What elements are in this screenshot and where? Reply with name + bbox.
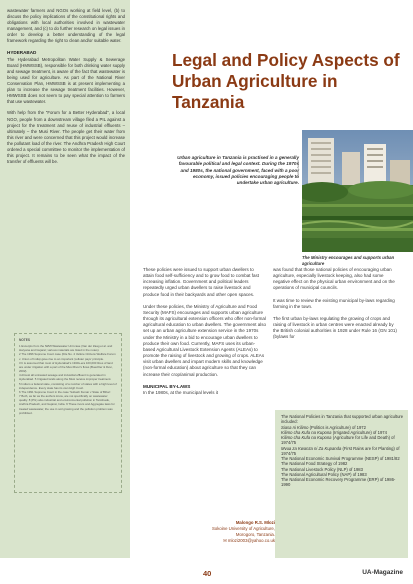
photo-credit: Photo: Author — [296, 159, 300, 178]
notes-item: 4 Almost all untreated sewage and industrial effluent is generated in Hyderabad. 5 Irrigated lands along the Musi receive improper treatment. — [19, 373, 112, 382]
article-paragraph: The first urban by-laws regulating the growing of crops and raising of livestock in urban centres were enacted already by the British colonial authorities in 1928 under Rule 16 (GN 101) (bylaws for — [273, 315, 397, 340]
email-icon: ✉ — [223, 538, 228, 543]
article-column-2 — [143, 267, 266, 402]
photo-caption: The Ministry encourages and supports urban agriculture — [302, 255, 395, 266]
policies-intro: The National Policies in Tanzania that supported urban agriculture included: — [281, 414, 404, 425]
policy-item: Kilimo cha Kufa na Kupona (Agriculture for Life and Death) of 1974/75 — [281, 435, 395, 446]
notes-item: 5 India is a federal state, consisting of a number of states with a high level of independence. Every state has its own High Court. — [19, 381, 117, 390]
article-paragraph: Under these policies, the Ministry of Agriculture and Food Security (MAFS) encourages and supports urban agriculture through its agricultural extension officers who offer non-formal agricultural education to urban dwellers. The government also set up an urban agriculture extension service in the 1970s under the Ministry in a bid to encourage urban dwellers to produce their own food. Currently, MAFS uses its urban-based Agricultural Livestock Extension Agents (ALEAs) to promote the raising of livestock and growing of crops. ALEAs visit urban dwellers and impart modern skills and knowledge (non-formal education) about agriculture so that they can increase their crop/animal production. — [143, 303, 266, 377]
sidebar-text — [7, 8, 125, 170]
policy-item: Mvua za Kwanza ni Za Kupanda (First Rains are for Planting) of 1974/75 — [281, 445, 400, 456]
author-name: Malongo R.S. Mlozi — [235, 520, 275, 525]
author-affiliation: Sokoine University of Agriculture, — [211, 526, 275, 531]
article-paragraph: It was time to review the existing municipal by-laws regarding farming in the town. — [273, 297, 395, 309]
sidebar-intro: wastewater farmers and NGOs working at field level, (b) to discuss the policy implications of the constitutional rights and obligations with local authorities involved in wastewater management, and (c) to do further research on legal issues in order to develop a better understanding of the legal framework regarding the right to clean and/or suitable water. — [7, 8, 125, 44]
article-column-3 — [273, 267, 401, 347]
author-location: Morogoro, Tanzania. — [235, 532, 275, 537]
policy-item: The National Economic Recovery Programme (ERP) of 1986-1990 — [281, 477, 396, 488]
policy-item: Siasa ni Kilimo (Politics is Agriculture) of 1972 — [281, 424, 366, 430]
municipal-text: In the 1980s, at the municipal levels it — [143, 389, 219, 395]
article-lead: Urban agriculture in Tanzania is practised in a generally favourable political and legal context. During the 1970s and 1980s, the national government, faced with a poor economy, issued policies encouraging people to undertake urban agriculture. — [177, 155, 299, 186]
article-paragraph: was found that those national policies of encouraging urban agriculture, especially livestock keeping, also had some negative effect on the physical urban environment and on the operations of municipal councils. — [273, 267, 395, 291]
municipal-heading: MUNICIPAL BY-LAWS — [143, 383, 191, 389]
author-signature — [175, 520, 275, 544]
policy-item: The National Livestock Policy (NLP) of 1983 — [281, 466, 363, 472]
page-number: 40 — [203, 569, 212, 578]
notes-item: 7 Both, as far as the authors know, are not specifically on wastewater quality. 8 (PIL) also industrial and environmental pollution in Tamilnadu, Andhra Pradesh, and Gujarat, India. 9 These rivers and Aggregate laws for treated wastewater, the use in soil growing and the pollution problem was prohibited. — [19, 394, 115, 415]
policy-item: The National Agricultural Policy (NAP) of 1983 — [281, 471, 367, 477]
sidebar-paragraph-1: The Hyderabad Metropolitan Water Supply & Sewerage Board (HMWSSB), responsible for both drinking water supply and sewage treatment, is aware of the fact that wastewater is being used for agriculture. As part of the National River Conservation Plan, HMWSSB is at present implementing a plan to increase the sewage treatment facilities. However, HMWSSB does not seem to pay special attention to farmers that use wastewater. — [7, 56, 125, 105]
article-title: Legal and Policy Aspects of Urban Agriculture in Tanzania — [172, 50, 400, 112]
author-email[interactable]: ✉ mlozi2003@yahoo.co.uk — [223, 538, 275, 543]
magazine-name: UA-Magazine — [362, 569, 403, 576]
sidebar-paragraph-2: With help from the “Forum for a Better Hyderabad”, a local NGO, people from a downstream village filed a PIL against a project for the treatment and reuse of industrial effluents – ultimately – the Musi River. The people get their water from this river and were concerned that this project would increase the pollutant load of the river. The Andhra Pradesh High Court ordered a special committee to monitor the implementation of this project. It remains to be seen what the impact of the transfer of effluents will be. — [7, 110, 125, 165]
notes-box — [14, 333, 122, 493]
notes-item: 1 Excerpts from the IWMI Wastewater Unit case (Van der Zaag et al. and Haryana and Gujarat; various materials are listed in the notes). — [19, 344, 113, 353]
policies-box — [275, 410, 408, 558]
notes-item: 6 The 1991 Supreme Court in the case 'Subash Kumar v State of Bihar'. — [19, 389, 112, 394]
article-photo — [302, 130, 413, 252]
policy-item: The National Economic Survival Programme (NESP) of 1981/82 — [281, 456, 400, 461]
urban-garden-photo — [302, 130, 413, 252]
left-sidebar — [0, 0, 130, 558]
notes-item: 2 The 1996 Supreme Court case (File No. 4 Vellore Citizens Welfare Forum v. Union of India) gave rise to an important 'polluter pays' principle. — [19, 352, 116, 361]
notes-title: NOTES — [19, 338, 30, 342]
notes-item: 3 It is assumed that most of Hyderabad's 1940s-era 100,000 litres of land are under irrigation with a part of the Musi River's flows (Buechler & Devi, 2002). — [19, 360, 113, 374]
policy-item: Kilimo cha Kufa na Kupona (Irrigated Agriculture) of 1974 — [281, 429, 387, 435]
article-paragraph: These policies were issued to support urban dwellers to attain food self-sufficiency and to grow food to combat fast increasing inflation. Government and political leaders repeatedly urged urban dwellers to raise livestock and produce food in their backyards and other open spaces. — [143, 267, 259, 297]
sidebar-heading: HYDERABAD — [7, 49, 37, 55]
policy-item: The National Food Strategy of 1982 — [281, 461, 348, 467]
